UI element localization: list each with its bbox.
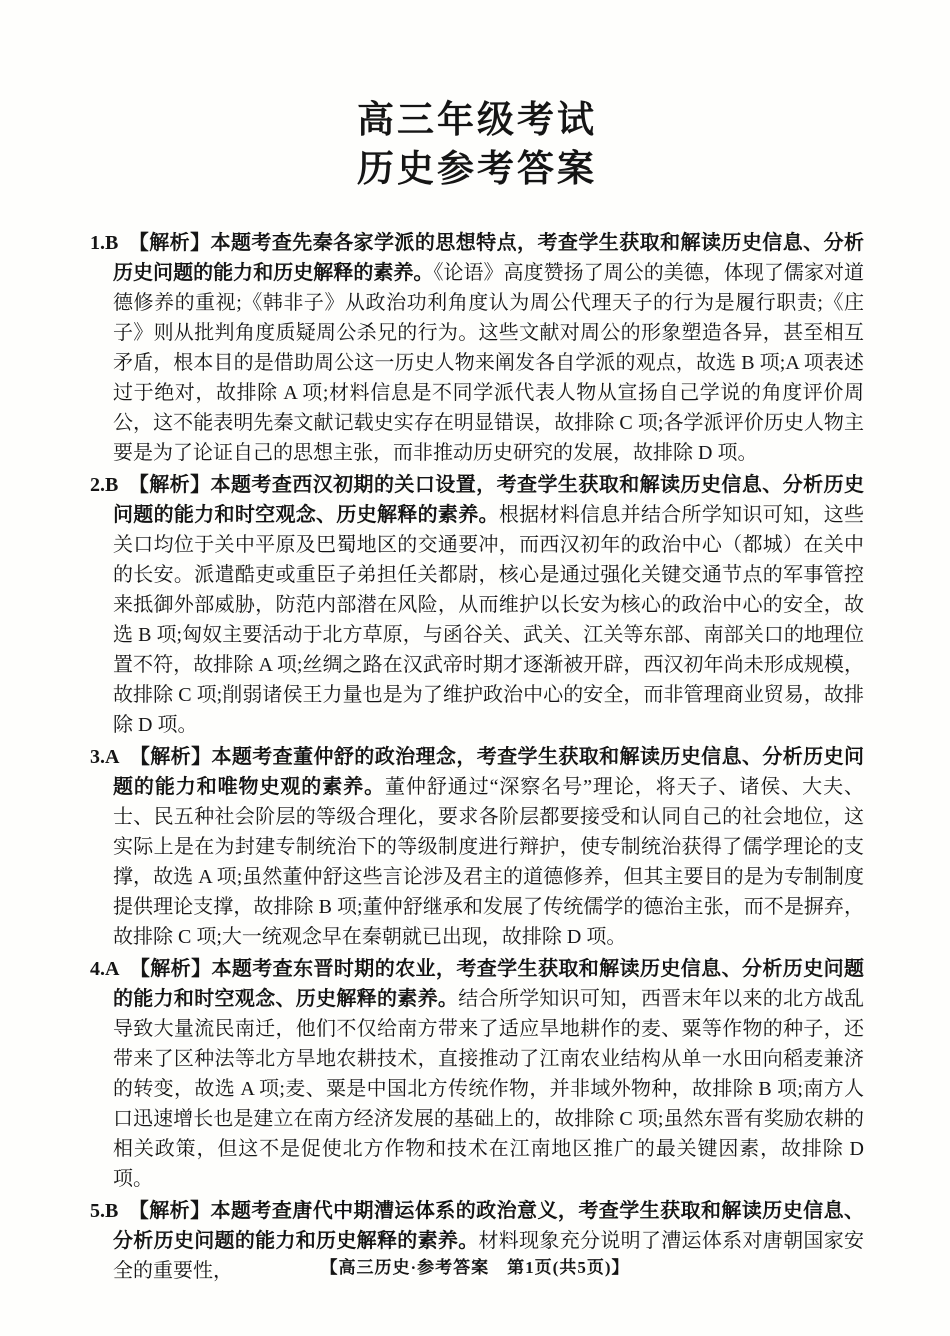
answer-number: 3.A: [90, 746, 120, 768]
answer-body: 《论语》高度赞扬了周公的美德，体现了儒家对道德修养的重视;《韩非子》从政治功利角度认为周公代理天子的行为是履行职责;《庄子》则从批判角度质疑周公杀兄的行为。这些文献对周公的形象塑造各异，甚至相互矛盾，根本目的是借助周公这一历史人物来阐发各自学派的观点，故选 B 项;A 项表述过于绝对，故排除 A 项;材料信息是不同学派代表人物从宣扬自己学说的角度评价周公，这不能表明先秦文献记载史实存在明显错误，故排除 C 项;各学派评价历史人物主要是为了论证自己的思想主张，而非推动历史研究的发展，故排除 D 项。: [113, 262, 865, 464]
answer-item-4: [90, 954, 864, 1194]
page-title: [90, 96, 864, 194]
answer-number: 1.B: [90, 232, 119, 254]
title-line-1: 高三年级考试: [357, 100, 597, 141]
answer-number: 5.B: [90, 1200, 119, 1222]
answer-intro: 【解析】本题考查唐代中期漕运体系的政治意义，考查学生获取和解读历史信息、分析历史问题的能力和历史解释的素养。: [113, 1200, 864, 1252]
answer-body: 根据材料信息并结合所学知识可知，这些关口均位于关中平原及巴蜀地区的交通要冲，而西汉初年的政治中心（都城）在关中的长安。派遣酷吏或重臣子弟担任关都尉，核心是通过强化关键交通节点的军事管控来抵御外部威胁，防范内部潜在风险，从而维护以长安为核心的政治中心的安全，故选 B 项;匈奴主要活动于北方草原，与函谷关、武关、江关等东部、南部关口的地理位置不符，故排除 A 项;丝绸之路在汉武帝时期才逐渐被开辟，西汉初年尚未形成规模，故排除 C 项;削弱诸侯王力量也是为了维护政治中心的安全，而非管理商业贸易，故排除 D 项。: [113, 504, 865, 736]
answer-body: 董仲舒通过“深察名号”理论，将天子、诸侯、大夫、士、民五种社会阶层的等级合理化，要求各阶层都要接受和认同自己的社会地位，这实际上是在为封建专制统治下的等级制度进行辩护，使专制统治获得了儒学理论的支撑，故选 A 项;虽然董仲舒这些言论涉及君主的道德修养，但其主要目的是为专制制度提供理论支撑，故排除 B 项;董仲舒继承和发展了传统儒学的德治主张，而不是摒弃，故排除 C 项;大一统观念早在秦朝就已出现，故排除 D 项。: [113, 776, 865, 948]
answer-number: 2.B: [90, 474, 119, 496]
answer-item-2: [90, 470, 864, 740]
answer-intro: 【解析】本题考查董仲舒的政治理念，考查学生获取和解读历史信息、分析历史问题的能力和唯物史观的素养。: [113, 746, 864, 798]
page-footer: 【高三历史·参考答案 第1页(共5页)】: [320, 1258, 630, 1277]
answers-list: [90, 228, 864, 1286]
answer-number: 4.A: [90, 958, 120, 980]
answer-intro: 【解析】本题考查西汉初期的关口设置，考查学生获取和解读历史信息、分析历史问题的能力和时空观念、历史解释的素养。: [113, 474, 864, 526]
answer-intro: 【解析】本题考查先秦各家学派的思想特点，考查学生获取和解读历史信息、分析历史问题的能力和历史解释的素养。: [113, 232, 864, 284]
title-line-2: 历史参考答案: [357, 149, 597, 190]
answer-body: 材料现象充分说明了漕运体系对唐朝国家安全的重要性，: [113, 1230, 864, 1282]
answer-item-1: [90, 228, 864, 468]
answer-intro: 【解析】本题考查东晋时期的农业，考查学生获取和解读历史信息、分析历史问题的能力和时空观念、历史解释的素养。: [113, 958, 864, 1010]
answer-item-3: [90, 742, 864, 952]
answer-body: 结合所学知识可知，西晋末年以来的北方战乱导致大量流民南迁，他们不仅给南方带来了适应旱地耕作的麦、粟等作物的种子，还带来了区种法等北方旱地农耕技术，直接推动了江南农业结构从单一水田向稻麦兼济的转变，故选 A 项;麦、粟是中国北方传统作物，并非域外物种，故排除 B 项;南方人口迅速增长也是建立在南方经济发展的基础上的，故排除 C 项;虽然东晋有奖励农耕的相关政策，但这不是促使北方作物和技术在江南地区推广的最关键因素，故排除 D 项。: [113, 988, 865, 1190]
